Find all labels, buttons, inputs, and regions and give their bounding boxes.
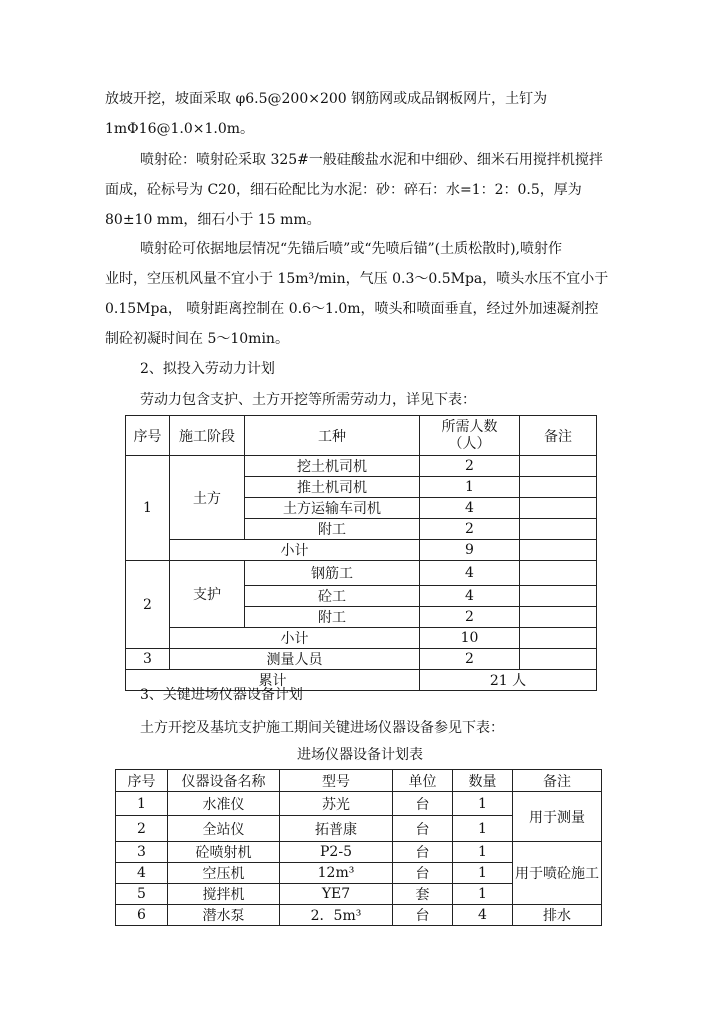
remark-cell: [520, 607, 597, 628]
count-cell: 1: [420, 477, 520, 498]
row-number: 3: [126, 649, 170, 670]
header-cell: 数量: [453, 770, 513, 792]
count-cell: 2: [420, 519, 520, 540]
paragraph-line: 1mΦ16@1.0×1.0m。: [105, 121, 255, 137]
model-cell: 2．5m³: [280, 905, 393, 926]
qty-cell: 1: [453, 842, 513, 863]
name-cell: 全站仪: [168, 816, 280, 842]
qty-cell: 1: [453, 884, 513, 905]
type-cell: 砼工: [245, 586, 420, 607]
no-cell: 1: [116, 792, 168, 816]
paragraph-line: 土方开挖及基坑支护施工期间关键进场仪器设备参见下表：: [140, 720, 504, 736]
table-row: [126, 561, 597, 586]
count-cell: 4: [420, 586, 520, 607]
model-cell: 拓普康: [280, 816, 393, 842]
name-cell: 砼喷射机: [168, 842, 280, 863]
row-number: 2: [126, 561, 170, 649]
header-cell: 序号: [116, 770, 168, 792]
no-cell: 6: [116, 905, 168, 926]
model-cell: 12m³: [280, 863, 393, 884]
header-cell: 备注: [513, 770, 602, 792]
qty-cell: 1: [453, 863, 513, 884]
name-cell: 潜水泵: [168, 905, 280, 926]
total-value: 21 人: [420, 670, 597, 691]
type-cell: 测量人员: [170, 649, 420, 670]
paragraph-line: 放坡开挖，坡面采取 φ6.5@200×200 钢筋网或成品钢板网片，土钉为: [105, 91, 548, 107]
type-cell: 附工: [245, 607, 420, 628]
paragraph-line: 业时，空压机风量不宜小于 15m³/min，气压 0.3～0.5Mpa，喷头水压不宜小于: [105, 271, 609, 287]
no-cell: 2: [116, 816, 168, 842]
header-cell: 备注: [520, 416, 597, 456]
subtotal-value: 9: [420, 540, 520, 561]
unit-cell: 套: [393, 884, 453, 905]
table-row: [116, 842, 602, 863]
count-cell: 4: [420, 498, 520, 519]
model-cell: P2-5: [280, 842, 393, 863]
remark-cell: [520, 540, 597, 561]
subtotal-row: [126, 628, 597, 649]
model-cell: 苏光: [280, 792, 393, 816]
table-row: [116, 905, 602, 926]
header-cell: 所需人数（人）: [420, 416, 520, 456]
remark-cell: [520, 477, 597, 498]
table-header-row: [116, 770, 602, 792]
header-cell: 序号: [126, 416, 170, 456]
remark-cell: [520, 649, 597, 670]
count-cell: 4: [420, 561, 520, 586]
subtotal-row: [126, 540, 597, 561]
subtotal-label: 小计: [170, 628, 420, 649]
name-cell: 水准仪: [168, 792, 280, 816]
header-cell: 施工阶段: [170, 416, 245, 456]
name-cell: 搅拌机: [168, 884, 280, 905]
qty-cell: 4: [453, 905, 513, 926]
paragraph-line: 面成，砼标号为 C20，细石砼配比为水泥：砂：碎石：水=1：2：0.5，厚为: [105, 182, 582, 198]
paragraph-line: 0.15Mpa， 喷射距离控制在 0.6～1.0m，喷头和喷面垂直，经过外加速凝剂控: [105, 301, 599, 317]
paragraph-line: 喷射砼：喷射砼采取 325#一般硅酸盐水泥和中细砂、细米石用搅拌机搅拌: [140, 152, 603, 168]
table-row: [126, 649, 597, 670]
row-number: 1: [126, 456, 170, 561]
equipment-table: [115, 769, 602, 926]
paragraph-line: 制砼初凝时间在 5～10min。: [105, 331, 289, 347]
header-cell: 工种: [245, 416, 420, 456]
type-cell: 土方运输车司机: [245, 498, 420, 519]
count-cell: 2: [420, 456, 520, 477]
labor-table: [125, 415, 597, 691]
qty-cell: 1: [453, 792, 513, 816]
remark-cell: [520, 498, 597, 519]
no-cell: 4: [116, 863, 168, 884]
stage-cell: 土方: [170, 456, 245, 540]
remark-cell: [520, 561, 597, 586]
no-cell: 5: [116, 884, 168, 905]
header-cell: 型号: [280, 770, 393, 792]
subtotal-label: 小计: [170, 540, 420, 561]
table-row: [126, 456, 597, 477]
table-row: [116, 792, 602, 816]
unit-cell: 台: [393, 863, 453, 884]
type-cell: 钢筋工: [245, 561, 420, 586]
stage-cell: 支护: [170, 561, 245, 628]
paragraph-line: 劳动力包含支护、土方开挖等所需劳动力，详见下表：: [140, 392, 476, 408]
total-label: 累计: [126, 670, 420, 691]
remark-cell: [520, 586, 597, 607]
section-heading: 2、拟投入劳动力计划: [140, 361, 275, 377]
remark-cell: [520, 456, 597, 477]
header-cell: 仪器设备名称: [168, 770, 280, 792]
table-header-row: [126, 416, 597, 456]
type-cell: 挖土机司机: [245, 456, 420, 477]
subtotal-value: 10: [420, 628, 520, 649]
type-cell: 推土机司机: [245, 477, 420, 498]
remark-cell: [520, 628, 597, 649]
remark-cell: 用于喷砼施工: [513, 842, 602, 905]
paragraph-line: 喷射砼可依据地层情况“先锚后喷”或“先喷后锚”(土质松散时),喷射作: [140, 241, 563, 257]
no-cell: 3: [116, 842, 168, 863]
header-cell: 单位: [393, 770, 453, 792]
count-cell: 2: [420, 607, 520, 628]
remark-cell: 用于测量: [513, 792, 602, 842]
section-heading: 3、关键进场仪器设备计划: [140, 687, 303, 703]
unit-cell: 台: [393, 905, 453, 926]
remark-cell: [520, 519, 597, 540]
count-cell: 2: [420, 649, 520, 670]
name-cell: 空压机: [168, 863, 280, 884]
unit-cell: 台: [393, 816, 453, 842]
table-caption: 进场仪器设备计划表: [297, 747, 423, 763]
qty-cell: 1: [453, 816, 513, 842]
model-cell: YE7: [280, 884, 393, 905]
remark-cell: 排水: [513, 905, 602, 926]
type-cell: 附工: [245, 519, 420, 540]
unit-cell: 台: [393, 842, 453, 863]
paragraph-line: 80±10 mm，细石小于 15 mm。: [105, 212, 321, 228]
unit-cell: 台: [393, 792, 453, 816]
